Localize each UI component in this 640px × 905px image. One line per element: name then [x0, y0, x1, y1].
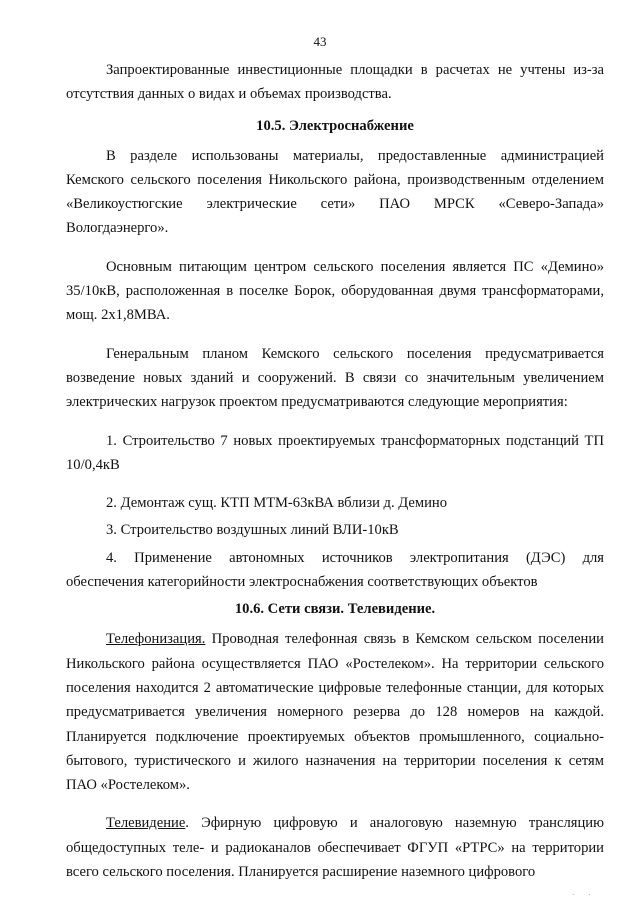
- tv-paragraph: [66, 811, 604, 884]
- power-paragraph-3: Генеральным планом Кемского сельского поселения предусматривается возведение новых зданий и сооружений. В связи со значительным увеличением электрических нагрузок проектом предусматриваются следующие мероприятия:: [66, 345, 604, 411]
- list-item-1: 1. Строительство 7 новых проектируемых трансформаторных подстанций ТП 10/0,4кВ: [66, 432, 604, 473]
- list-item-4: 4. Применение автономных источников электропитания (ДЭС) для обеспечения категорийности электроснабжения соответствующих объектов: [66, 549, 604, 591]
- tv-label: Телевидение: [106, 815, 186, 832]
- power-paragraph-1: В разделе использованы материалы, предоставленные администрацией Кемского сельского поселения Никольского района, производственным отделением «Великоустюгские электрические сети» ПАО МРСК «Северо-Запада» Вологдаэнерго».: [66, 147, 604, 237]
- list-item-3: 3. Строительство воздушных линий ВЛИ-10кВ: [106, 522, 399, 539]
- telephony-label: Телефонизация.: [106, 631, 206, 648]
- page-number: 43: [313, 34, 327, 49]
- document-body: [66, 58, 604, 884]
- telephony-paragraph: [66, 627, 604, 797]
- list-item-2: 2. Демонтаж сущ. КТП МТМ-63кВА вблизи д. Демино: [106, 495, 448, 512]
- power-paragraph-2: Основным питающим центром сельского поселения является ПС «Демино» 35/10кВ, расположенная в поселке Борок, оборудованная двумя трансформаторами, мощ. 2х1,8МВА.: [66, 258, 604, 324]
- intro-paragraph: Запроектированные инвестиционные площадки в расчетах не учтены из-за отсутствия данных о видах и объемах производства.: [66, 62, 604, 103]
- scan-marks: · ·: [572, 891, 597, 899]
- tv-text: . Эфирную цифровую и аналоговую наземную трансляцию общедоступных теле- и радиоканалов обеспечивает ФГУП «РТРС» на территории всего сельского поселения. Планируется расширение наземного цифрового: [66, 815, 604, 881]
- section-heading-power: 10.5. Электроснабжение: [256, 117, 414, 134]
- section-heading-communications: 10.6. Сети связи. Телевидение.: [234, 601, 436, 618]
- telephony-text: Проводная телефонная связь в Кемском сельском поселении Никольского района осуществляется ПАО «Ростелеком». На территории сельского поселения находится 2 автоматические цифровые телефонные станции, для которых предусматривается увеличения номерного резерва до 128 номеров на каждой. Планируется подключение проектируемых объектов промышленного, социально-бытового, туристического и жилого назначения на территории поселения к сетям ПАО «Ростелеком».: [66, 631, 604, 794]
